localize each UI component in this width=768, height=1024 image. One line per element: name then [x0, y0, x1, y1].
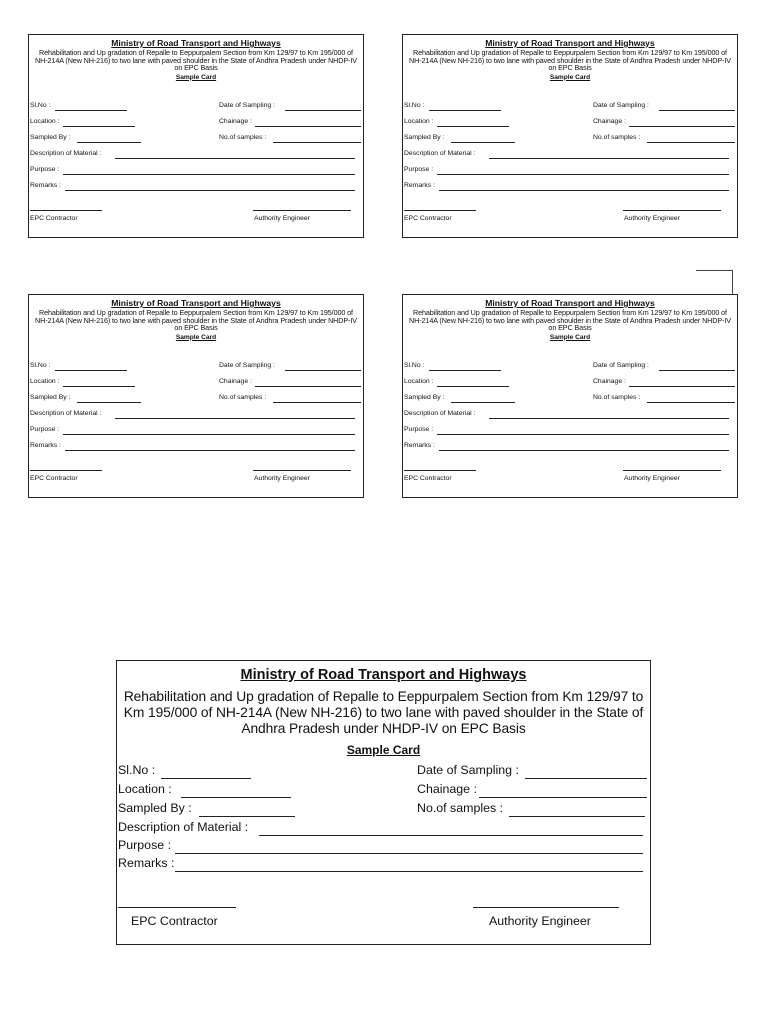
date-of-sampling-line — [659, 363, 735, 371]
purpose-line — [437, 167, 729, 175]
description-of-material-label: Description of Material : — [30, 410, 102, 417]
authority-engineer-label: Authority Engineer — [624, 215, 680, 222]
location-label: Location : — [404, 118, 434, 125]
project-description: Rehabilitation and Up gradation of Repalle to Eeppurpalem Section from Km 129/97 to Km 195/000 of NH-214A (New NH-216) to two lane with paved shoulder in the State of Andhra Pradesh under NHDP-IV on EPC Basis — [35, 48, 357, 73]
no-of-samples-line — [647, 135, 735, 143]
purpose-label: Purpose : — [118, 838, 172, 852]
date-of-sampling-label: Date of Sampling : — [219, 362, 275, 369]
sampled-by-line — [77, 395, 141, 403]
no-of-samples-line — [273, 135, 361, 143]
chainage-line — [629, 119, 735, 127]
project-description: Rehabilitation and Up gradation of Repalle to Eeppurpalem Section from Km 129/97 to Km 195/000 of NH-214A (New NH-216) to two lane with paved shoulder in the State of Andhra Pradesh under NHDP-IV on EPC Basis — [123, 689, 644, 736]
purpose-label: Purpose : — [30, 166, 60, 173]
sl-no-label: Sl.No : — [118, 763, 156, 777]
project-description: Rehabilitation and Up gradation of Repalle to Eeppurpalem Section from Km 129/97 to Km 195/000 of NH-214A (New NH-216) to two lane with paved shoulder in the State of Andhra Pradesh under NHDP-IV on EPC Basis — [409, 48, 731, 73]
sampled-by-label: Sampled By : — [404, 134, 445, 141]
remarks-line — [439, 183, 729, 191]
purpose-line — [63, 427, 355, 435]
authority-engineer-label: Authority Engineer — [254, 475, 310, 482]
epc-signature-line — [404, 470, 476, 471]
description-of-material-line — [259, 822, 643, 836]
epc-contractor-label: EPC Contractor — [404, 475, 452, 482]
description-of-material-line — [115, 151, 355, 159]
epc-signature-line — [30, 470, 102, 471]
chainage-label: Chainage : — [417, 782, 477, 796]
no-of-samples-line — [647, 395, 735, 403]
sample-card-heading: Sample Card — [549, 333, 591, 341]
location-line — [437, 379, 509, 387]
sample-card-enlarged — [116, 660, 651, 945]
sl-no-line — [55, 363, 127, 371]
date-of-sampling-line — [285, 103, 361, 111]
remarks-label: Remarks : — [30, 442, 61, 449]
date-of-sampling-line — [525, 765, 647, 779]
epc-contractor-label: EPC Contractor — [131, 914, 218, 928]
sl-no-label: Sl.No : — [404, 362, 425, 369]
ministry-title: Ministry of Road Transport and Highways — [111, 298, 281, 308]
epc-signature-line — [404, 210, 476, 211]
description-of-material-label: Description of Material : — [404, 150, 476, 157]
sample-card-2 — [402, 34, 738, 238]
sl-no-line — [161, 765, 251, 779]
location-line — [437, 119, 509, 127]
ministry-title: Ministry of Road Transport and Highways — [485, 298, 655, 308]
corner-mark — [696, 270, 733, 295]
sample-card-heading: Sample Card — [346, 742, 421, 757]
sl-no-line — [429, 103, 501, 111]
chainage-line — [479, 784, 647, 798]
date-of-sampling-line — [285, 363, 361, 371]
ministry-title: Ministry of Road Transport and Highways — [240, 667, 527, 683]
date-of-sampling-label: Date of Sampling : — [417, 763, 519, 777]
remarks-label: Remarks : — [30, 182, 61, 189]
no-of-samples-label: No.of samples : — [417, 801, 504, 815]
description-of-material-line — [489, 151, 729, 159]
sample-card-3 — [28, 294, 364, 498]
epc-contractor-label: EPC Contractor — [404, 215, 452, 222]
authority-signature-line — [253, 470, 351, 471]
purpose-label: Purpose : — [404, 166, 434, 173]
no-of-samples-label: No.of samples : — [593, 134, 641, 141]
remarks-label: Remarks : — [404, 182, 435, 189]
authority-signature-line — [253, 210, 351, 211]
location-line — [63, 119, 135, 127]
sample-card-1 — [28, 34, 364, 238]
sample-card-heading: Sample Card — [175, 73, 217, 81]
chainage-label: Chainage : — [593, 118, 626, 125]
authority-engineer-label: Authority Engineer — [254, 215, 310, 222]
remarks-label: Remarks : — [118, 856, 175, 870]
remarks-line — [439, 443, 729, 451]
sample-card-heading: Sample Card — [175, 333, 217, 341]
location-label: Location : — [118, 782, 172, 796]
chainage-line — [255, 119, 361, 127]
chainage-label: Chainage : — [219, 378, 252, 385]
sample-card-heading: Sample Card — [549, 73, 591, 81]
authority-signature-line — [623, 210, 721, 211]
sampled-by-line — [77, 135, 141, 143]
chainage-label: Chainage : — [593, 378, 626, 385]
epc-contractor-label: EPC Contractor — [30, 215, 78, 222]
sampled-by-label: Sampled By : — [30, 394, 71, 401]
date-of-sampling-line — [659, 103, 735, 111]
sl-no-label: Sl.No : — [30, 362, 51, 369]
description-of-material-line — [489, 411, 729, 419]
remarks-line — [65, 183, 355, 191]
sample-card-4 — [402, 294, 738, 498]
location-line — [63, 379, 135, 387]
sl-no-label: Sl.No : — [404, 102, 425, 109]
purpose-label: Purpose : — [404, 426, 434, 433]
location-label: Location : — [30, 118, 60, 125]
sampled-by-label: Sampled By : — [404, 394, 445, 401]
sampled-by-label: Sampled By : — [30, 134, 71, 141]
authority-signature-line — [473, 907, 619, 908]
sl-no-line — [429, 363, 501, 371]
no-of-samples-line — [273, 395, 361, 403]
no-of-samples-label: No.of samples : — [593, 394, 641, 401]
project-description: Rehabilitation and Up gradation of Repalle to Eeppurpalem Section from Km 129/97 to Km 195/000 of NH-214A (New NH-216) to two lane with paved shoulder in the State of Andhra Pradesh under NHDP-IV on EPC Basis — [35, 308, 357, 333]
location-line — [181, 784, 291, 798]
sampled-by-line — [451, 135, 515, 143]
chainage-line — [629, 379, 735, 387]
description-of-material-label: Description of Material : — [30, 150, 102, 157]
sl-no-label: Sl.No : — [30, 102, 51, 109]
description-of-material-label: Description of Material : — [118, 820, 249, 834]
remarks-line — [175, 858, 643, 872]
purpose-line — [63, 167, 355, 175]
date-of-sampling-label: Date of Sampling : — [593, 362, 649, 369]
no-of-samples-line — [509, 803, 645, 817]
no-of-samples-label: No.of samples : — [219, 394, 267, 401]
remarks-line — [65, 443, 355, 451]
sl-no-line — [55, 103, 127, 111]
purpose-line — [437, 427, 729, 435]
date-of-sampling-label: Date of Sampling : — [219, 102, 275, 109]
no-of-samples-label: No.of samples : — [219, 134, 267, 141]
project-description: Rehabilitation and Up gradation of Repalle to Eeppurpalem Section from Km 129/97 to Km 195/000 of NH-214A (New NH-216) to two lane with paved shoulder in the State of Andhra Pradesh under NHDP-IV on EPC Basis — [409, 308, 731, 333]
epc-signature-line — [30, 210, 102, 211]
description-of-material-line — [115, 411, 355, 419]
epc-contractor-label: EPC Contractor — [30, 475, 78, 482]
authority-engineer-label: Authority Engineer — [489, 914, 591, 928]
chainage-label: Chainage : — [219, 118, 252, 125]
date-of-sampling-label: Date of Sampling : — [593, 102, 649, 109]
epc-signature-line — [118, 907, 236, 908]
location-label: Location : — [30, 378, 60, 385]
purpose-line — [175, 840, 643, 854]
sampled-by-label: Sampled By : — [118, 801, 192, 815]
location-label: Location : — [404, 378, 434, 385]
sampled-by-line — [451, 395, 515, 403]
ministry-title: Ministry of Road Transport and Highways — [485, 38, 655, 48]
remarks-label: Remarks : — [404, 442, 435, 449]
sampled-by-line — [199, 803, 295, 817]
ministry-title: Ministry of Road Transport and Highways — [111, 38, 281, 48]
purpose-label: Purpose : — [30, 426, 60, 433]
description-of-material-label: Description of Material : — [404, 410, 476, 417]
chainage-line — [255, 379, 361, 387]
authority-engineer-label: Authority Engineer — [624, 475, 680, 482]
authority-signature-line — [623, 470, 721, 471]
